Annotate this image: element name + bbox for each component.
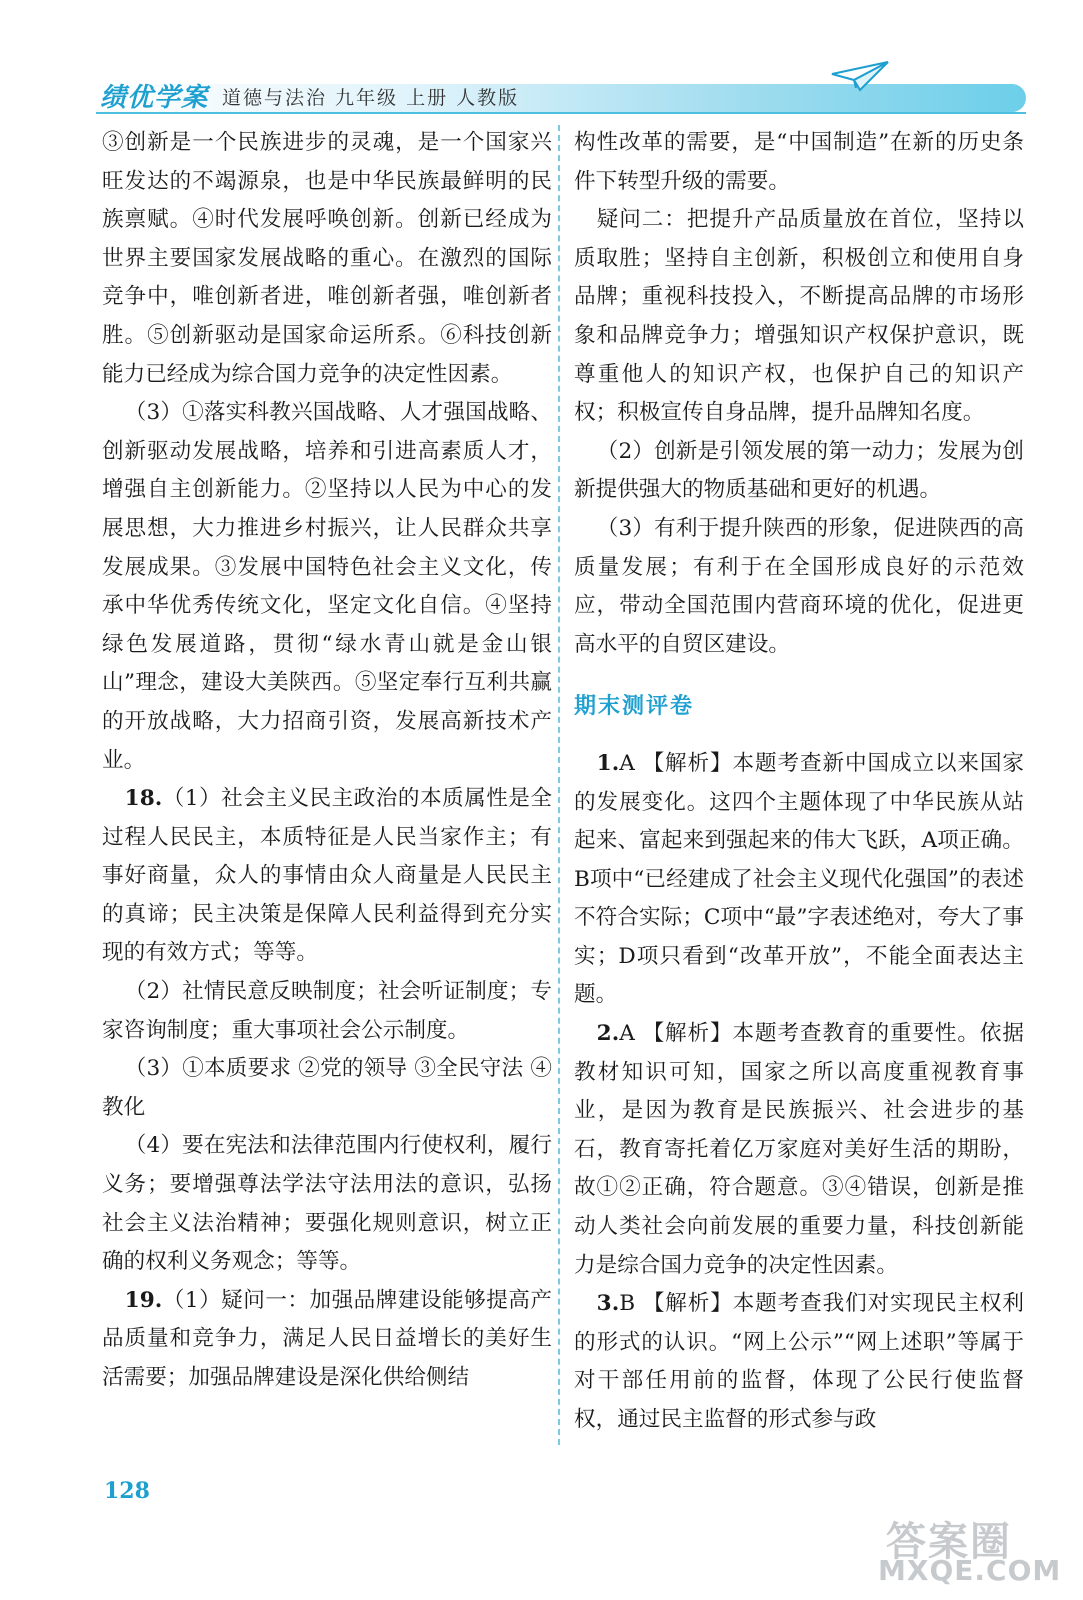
right-paragraph-4: （3）有利于提升陕西的形象，促进陕西的高质量发展；有利于在全国形成良好的示范效应，带动全国范围内营商环境的优化，促进更高水平的自贸区建设。	[574, 515, 1024, 657]
book-logo: 绩优学案	[100, 83, 209, 113]
answer-2	[574, 1015, 1024, 1285]
header-underline	[96, 112, 1026, 114]
page-header	[0, 0, 1083, 120]
right-paragraph-1: 构性改革的需要，是“中国制造”在新的历史条件下转型升级的需要。	[574, 130, 1024, 194]
answer-1-number: 1.	[596, 750, 620, 776]
watermark-text: 答案圈	[886, 1519, 1012, 1565]
left-paragraph-2: （3）①落实科教兴国战略、人才强国战略、创新驱动发展战略，培养和引进高素质人才，增强自主创新能力。②坚持以人民为中心的发展思想，大力推进乡村振兴，让人民群众共享发展成果。③发展中国特色社会主义文化，传承中华优秀传统文化，坚定文化自信。④坚持绿色发展道路，贯彻“绿水青山就是金山银山”理念，建设大美陕西。⑤坚定奉行互利共赢的开放战略，大力招商引资，发展高新技术产业。	[102, 400, 552, 773]
section-title: 期末测评卷	[574, 694, 695, 720]
book-subject: 道德与法治 九年级 上册 人教版	[222, 87, 520, 109]
question-18-part-1-text: （1）社会主义民主政治的本质属性是全过程人民民主，本质特征是人民当家作主；有事好商量，众人的事情由众人商量是人民民主的真谛；民主决策是保障人民利益得到充分实现的有效方式；等等。	[102, 786, 552, 966]
answer-3-text: B 【解析】本题考查我们对实现民主权利的形式的认识。“网上公示”“网上述职”等属于对干部任用前的监督，体现了公民行使监督权，通过民主监督的形式参与政	[574, 1291, 1024, 1432]
question-18-part-2: （2）社情民意反映制度；社会听证制度；专家咨询制度；重大事项社会公示制度。	[102, 979, 552, 1043]
question-18-part-1	[102, 780, 552, 973]
right-paragraph-2: 疑问二：把提升产品质量放在首位，坚持以质取胜；坚持自主创新，积极创立和使用自身品牌；重视科技投入，不断提高品牌的市场形象和品牌竞争力；增强知识产权保护意识，既尊重他人的知识产权，也保护自己的知识产权；积极宣传自身品牌，提升品牌知名度。	[574, 207, 1024, 426]
page-number: 128	[104, 1478, 150, 1504]
right-paragraph-3: （2）创新是引领发展的第一动力；发展为创新提供强大的物质基础和更好的机遇。	[574, 438, 1024, 503]
answer-3	[574, 1285, 1024, 1439]
watermark	[872, 1510, 1072, 1590]
left-paragraph-1: ③创新是一个民族进步的灵魂，是一个国家兴旺发达的不竭源泉，也是中华民族最鲜明的民族禀赋。④时代发展呼唤创新。创新已经成为世界主要国家发展战略的重心。在激烈的国际竞争中，唯创新者进，唯创新者强，唯创新者胜。⑤创新驱动是国家命运所系。⑥科技创新能力已经成为综合国力竞争的决定性因素。	[102, 130, 552, 387]
paper-plane-icon	[830, 58, 890, 94]
answer-2-number: 2.	[596, 1021, 620, 1047]
question-18-number: 18.	[124, 786, 163, 812]
question-19-number: 19.	[124, 1287, 163, 1313]
question-18-part-3: （3）①本质要求 ②党的领导 ③全民守法 ④教化	[102, 1056, 552, 1120]
answer-1-text: A 【解析】本题考查新中国成立以来国家的发展变化。这四个主题体现了中华民族从站起来、富起来到强起来的伟大飞跃，A项正确。B项中“已经建成了社会主义现代化强国”的表述不符合实际；C项中“最”字表述绝对，夸大了事实；D项只看到“改革开放”，不能全面表达主题。	[574, 750, 1024, 1008]
question-19-part-1-text: （1）疑问一：加强品牌建设能够提高产品质量和竞争力，满足人民日益增长的美好生活需要；加强品牌建设是深化供给侧结	[102, 1287, 552, 1390]
left-column	[102, 124, 552, 1398]
column-divider	[558, 125, 560, 1445]
answer-1	[574, 745, 1024, 1015]
answer-3-number: 3.	[596, 1291, 620, 1317]
watermark-url: MXQE.COM	[878, 1554, 1062, 1587]
question-19-part-1	[102, 1282, 552, 1398]
right-column	[574, 124, 1024, 1440]
question-18-part-4: （4）要在宪法和法律范围内行使权利，履行义务；要增强尊法学法守法用法的意识，弘扬社会主义法治精神；要强化规则意识，树立正确的权利义务观念；等等。	[102, 1133, 552, 1275]
answer-2-text: A 【解析】本题考查教育的重要性。依据教材知识可知，国家之所以高度重视教育事业，是因为教育是民族振兴、社会进步的基石，教育寄托着亿万家庭对美好生活的期盼，故①②正确，符合题意。③④错误，创新是推动人类社会向前发展的重要力量，科技创新能力是综合国力竞争的决定性因素。	[574, 1021, 1024, 1278]
